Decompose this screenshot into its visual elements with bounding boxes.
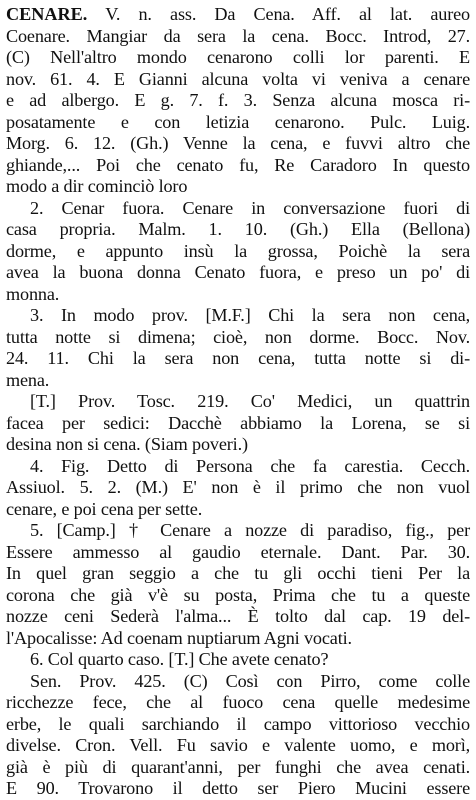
entry-line-1	[6, 4, 470, 26]
citation-line: Sen. Prov. 425. (C) Così con Pirro, come colle	[30, 670, 470, 691]
entry-line: l'Apocalisse: Ad coenam nuptiarum Agni vocati.	[6, 627, 352, 648]
entry-line: desina non si cena. (Siam poveri.)	[6, 434, 248, 454]
entry-line: Essere ammesso al gaudio eternale. Dant. Par. 30.	[6, 541, 470, 562]
entry-line: facea per sedici: Dacchè abbiamo la Lorena, se si	[6, 412, 470, 433]
sense-5-line: 5. [Camp.] † Cenare a nozze di paradiso, fig., per	[30, 520, 470, 540]
entry-line: Morg. 6. 12. (Gh.) Venne la cena, e fuvvi altro che	[6, 133, 470, 153]
entry-line: divelse. Cron. Vell. Fu savio e valente uomo, e morì,	[6, 735, 470, 755]
entry-line: ghiande,... Poi che cenato fu, Re Caradoro In questo	[6, 154, 470, 175]
sense-4-line: 4. Fig. Detto di Persona che fa carestia. Cecch.	[30, 455, 470, 476]
entry-line: posatamente e con letizia cenarono. Pulc. Luig.	[6, 111, 470, 132]
entry-line: casa propria. Malm. 1. 10. (Gh.) Ella (Bellona)	[6, 219, 470, 239]
sense-6-line: 6. Col quarto caso. [T.] Che avete cenato?	[30, 649, 329, 669]
entry-line: E 90. Trovarono il detto ser Piero Mucini essere	[6, 778, 470, 798]
entry-line: modo a dir cominciò loro	[6, 176, 188, 196]
entry-line: monna.	[6, 283, 60, 304]
headword: CENARE.	[6, 4, 88, 24]
entry-line: erbe, le quali sarchiando il campo vittorioso vecchio	[6, 713, 470, 734]
entry-line: nozze ceni Sederà l'alma... È tolto dal cap. 19 del-	[6, 606, 470, 626]
entry-line: dorme, e appunto insù la grossa, Poichè la sera	[6, 240, 470, 261]
entry-line: Coenare. Mangiar da sera la cena. Bocc. Introd, 27.	[6, 25, 470, 46]
entry-line-text: V. n. ass. Da Cena. Aff. al lat. aureo	[105, 4, 470, 24]
entry-line: 24. 11. Chi la sera non cena, tutta notte si di-	[6, 348, 470, 368]
sense-2-line: 2. Cenar fuora. Cenare in conversazione fuori di	[30, 197, 470, 218]
entry-line: ricchezze fece, che al fuoco cena quelle medesime	[6, 692, 470, 712]
entry-line: mena.	[6, 369, 50, 390]
entry-line: cenare, e poi cena per sette.	[6, 498, 203, 519]
proverb-line: [T.] Prov. Tosc. 219. Co' Medici, un quattrin	[30, 391, 470, 411]
entry-line: (C) Nell'altro mondo cenarono colli lor parenti. E	[6, 47, 470, 67]
entry-line: Assiuol. 5. 2. (M.) E' non è il primo che non vuol	[6, 477, 470, 497]
entry-line: già è più di quarant'anni, per funghi che avea cenati.	[6, 756, 470, 777]
entry-line: nov. 61. 4. E Gianni alcuna volta vi veniva a cenare	[6, 68, 470, 89]
entry-line: avea la buona donna Cenato fuora, e preso un po' di	[6, 262, 470, 282]
sense-3-line: 3. In modo prov. [M.F.] Chi la sera non cena,	[30, 305, 470, 325]
entry-line: corona che già v'è su posta, Prima che tu a queste	[6, 584, 470, 605]
entry-line: In quel gran seggio a che tu gli occhi tieni Per la	[6, 563, 470, 583]
entry-line: e ad albergo. E g. 7. f. 3. Senza alcuna mosca ri-	[6, 90, 470, 110]
entry-line: tutta notte si dimena; cioè, non dorme. Bocc. Nov.	[6, 326, 470, 347]
